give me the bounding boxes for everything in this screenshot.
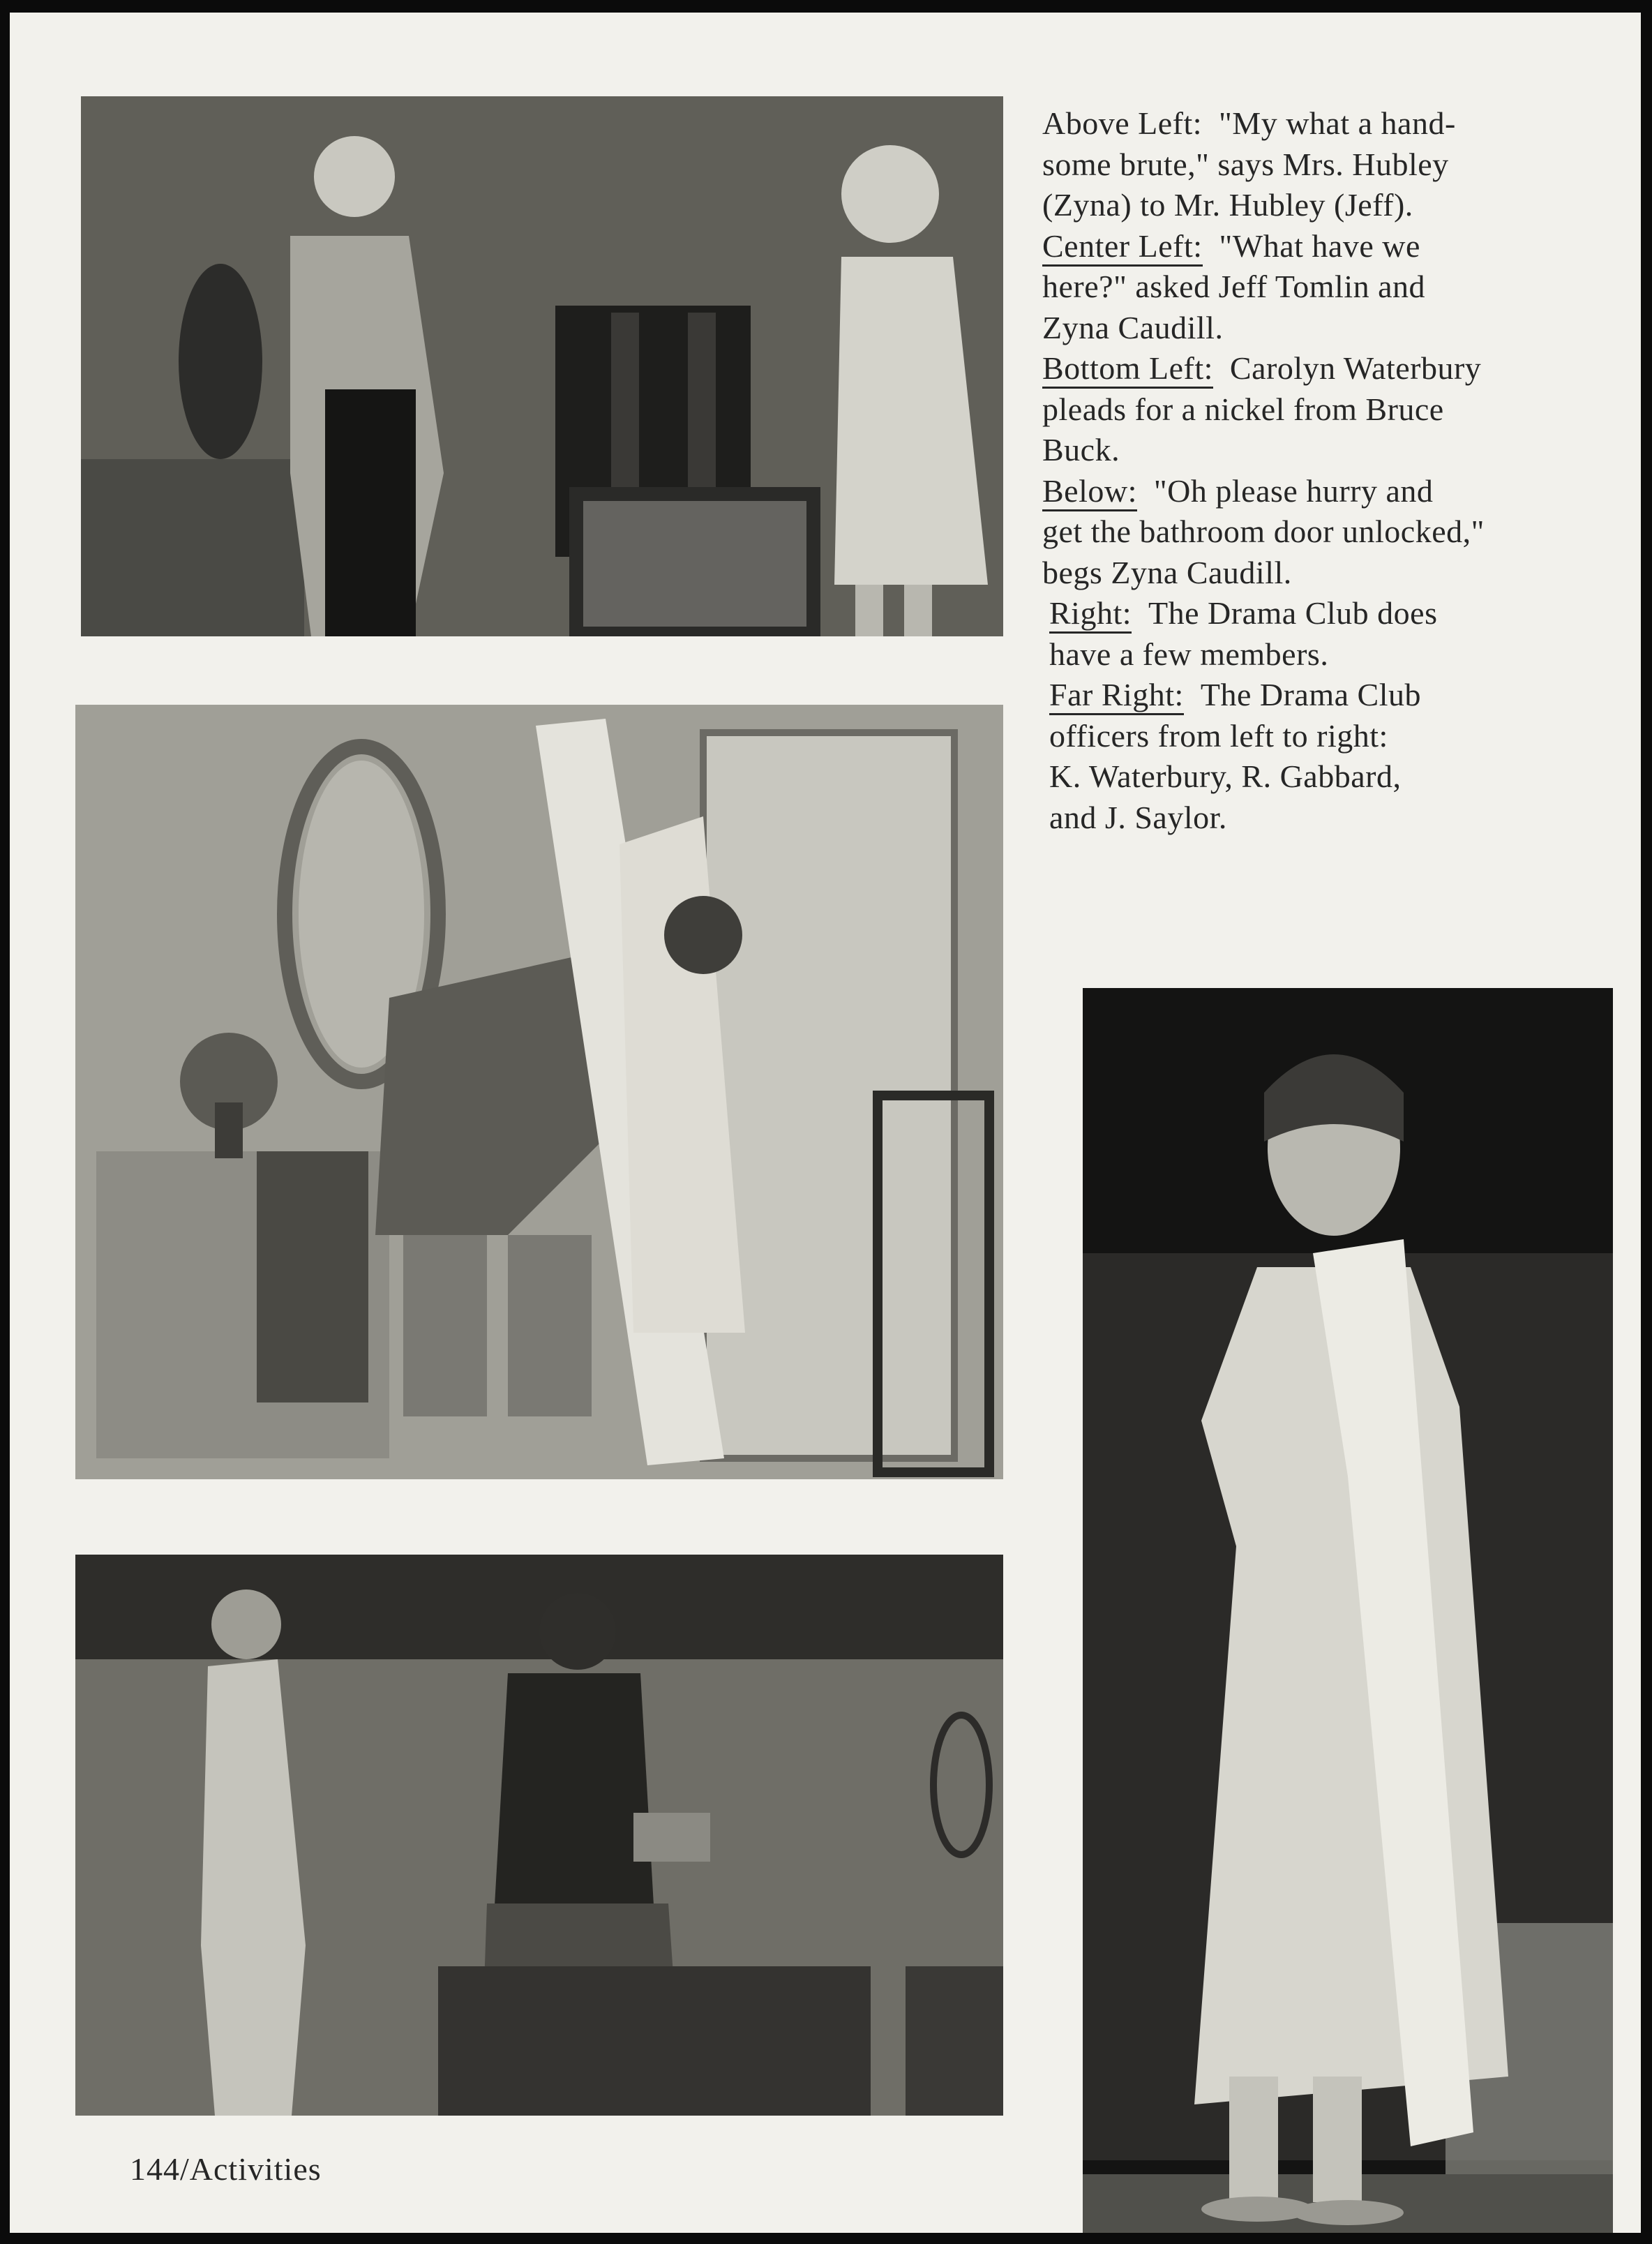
caption-text: begs Zyna Caudill. [1042,554,1292,590]
caption-center-left [1042,226,1642,349]
caption-text: here?" asked Jeff Tomlin and [1042,269,1426,304]
caption-text: "My what a hand- [1219,105,1456,141]
caption-below [1042,471,1642,594]
caption-far-right [1042,675,1642,838]
caption-label: Below: [1042,473,1137,511]
caption-text: officers from left to right: [1049,717,1388,754]
caption-block [1042,103,1642,838]
caption-text: (Zyna) to Mr. Hubley (Jeff). [1042,187,1413,223]
photo-above-left [81,96,1003,636]
caption-text: The Drama Club does [1148,595,1438,631]
caption-right [1042,593,1642,675]
caption-label: Right: [1049,595,1132,634]
caption-text: Zyna Caudill. [1042,309,1224,345]
photo-bottom-left [75,1555,1003,2116]
caption-text: K. Waterbury, R. Gabbard, [1049,758,1402,794]
caption-text: and J. Saylor. [1049,799,1227,835]
page-sheet [10,13,1641,2233]
caption-text: Carolyn Waterbury [1229,350,1482,386]
caption-text: get the bathroom door unlocked," [1042,514,1485,549]
caption-label: Above Left: [1042,105,1203,141]
caption-label: Bottom Left: [1042,350,1213,389]
caption-text: The Drama Club [1200,677,1421,712]
caption-label: Center Left: [1042,228,1203,267]
caption-label: Far Right: [1049,677,1184,715]
caption-text: pleads for a nickel from Bruce [1042,391,1444,427]
caption-bottom-left [1042,348,1642,471]
caption-text: have a few members. [1049,636,1329,672]
caption-text: Buck. [1042,432,1120,468]
caption-text: "What have we [1219,227,1420,264]
photo-right [1083,988,1613,2233]
caption-above-left [1042,103,1642,226]
page-folio: 144/Activities [130,2151,322,2187]
caption-text: some brute," says Mrs. Hubley [1042,146,1449,182]
photo-center-left [75,705,1003,1479]
caption-text: "Oh please hurry and [1153,472,1434,509]
